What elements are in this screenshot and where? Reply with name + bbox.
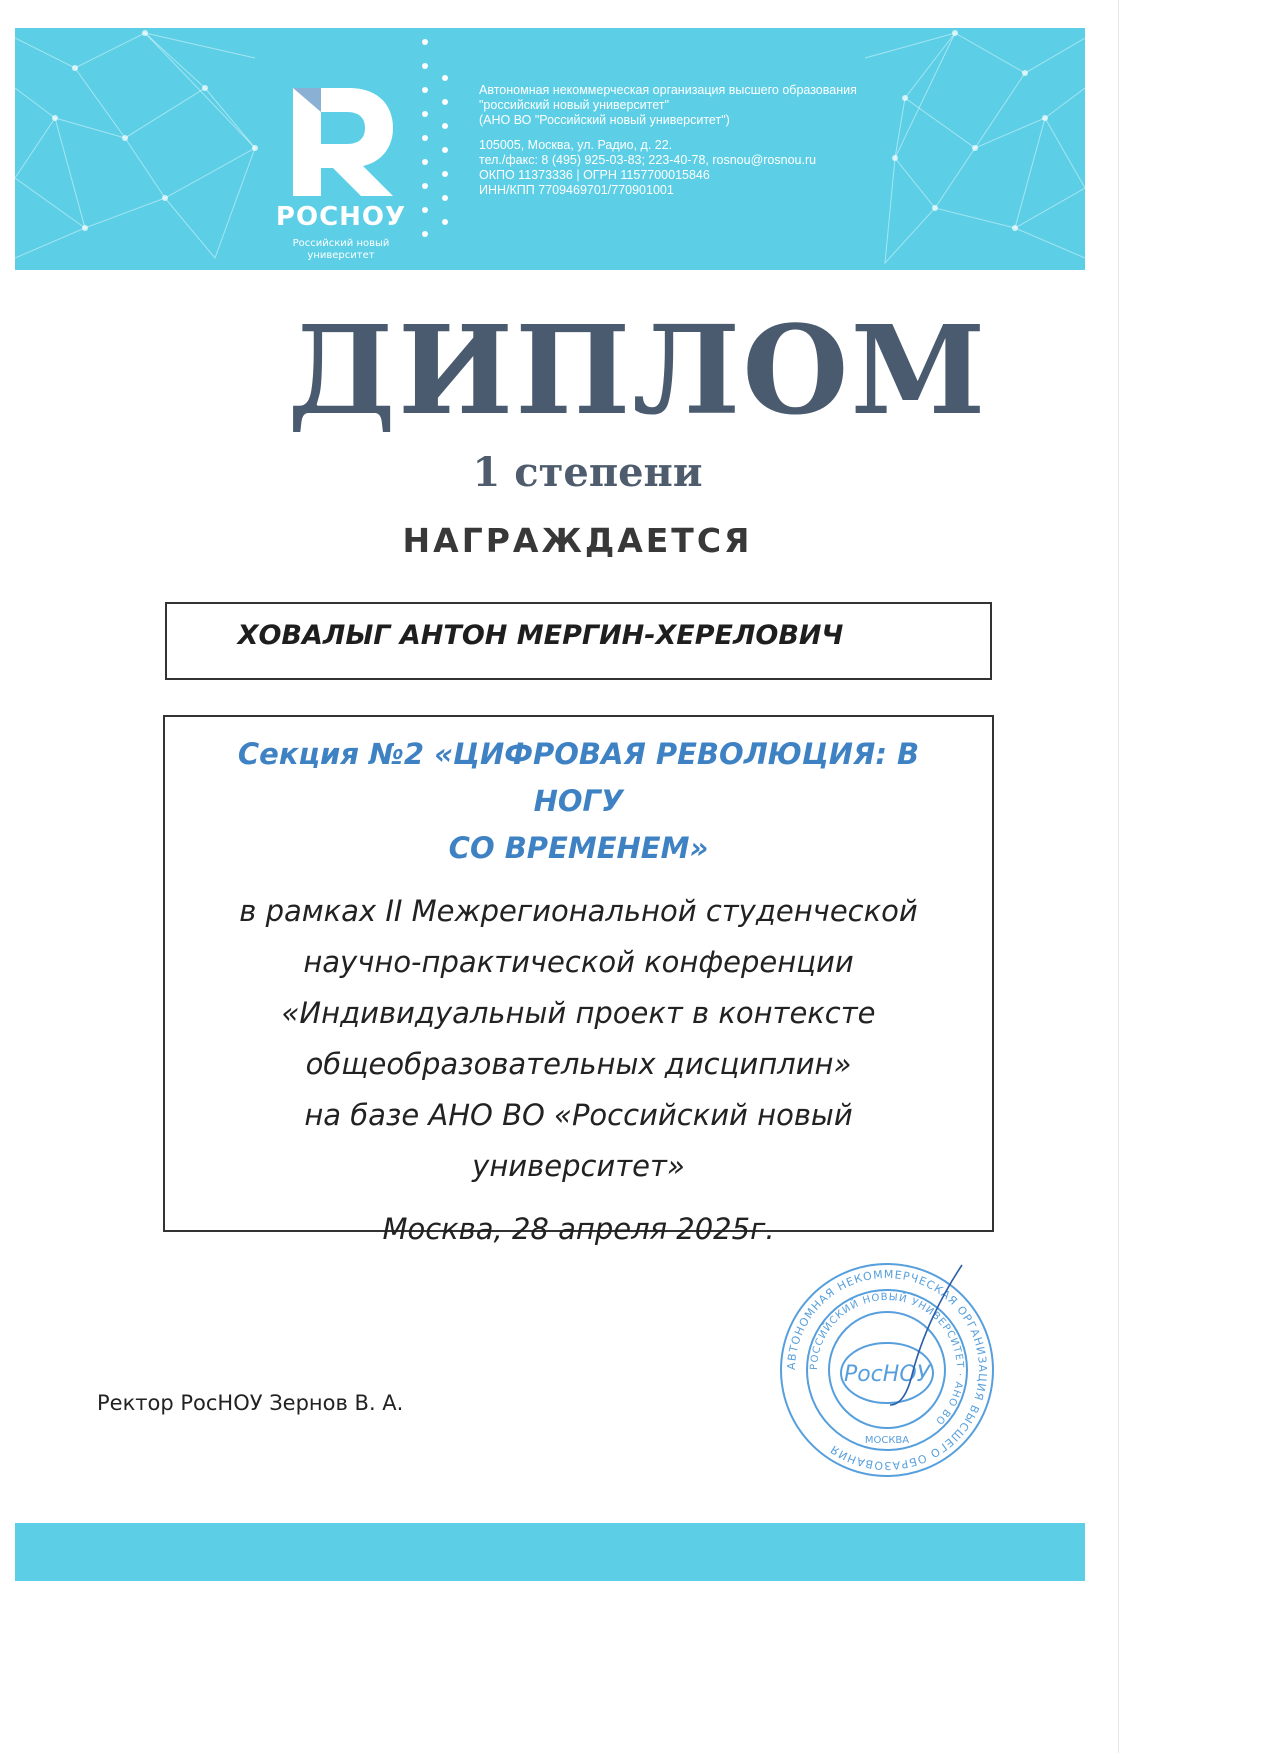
org-name-line: (АНО ВО "Российский новый университет") (479, 113, 730, 127)
description-line: общеобразовательных дисциплин» (305, 1047, 852, 1081)
logo-name: РОСНОУ (275, 202, 407, 232)
recipient-name: ХОВАЛЫГ АНТОН МЕРГИН-ХЕРЕЛОВИЧ (237, 620, 844, 651)
organization-info (479, 83, 1039, 198)
section-title (195, 731, 962, 872)
seal-city-text: МОСКВА (864, 1435, 910, 1446)
seal-center-text: РосНОУ (843, 1362, 931, 1387)
section-title-line: СО ВРЕМЕНЕМ» (448, 831, 709, 865)
diploma-degree: 1 степени (472, 449, 703, 496)
seal-inner-text: РОССИЙСКИЙ НОВЫЙ УНИВЕРСИТЕТ · АНО ВО (808, 1291, 966, 1427)
description-line: университет» (472, 1149, 685, 1183)
org-inn: ИНН/КПП 7709469701/770901001 (479, 183, 674, 197)
header-banner (15, 28, 1085, 270)
scan-edge-line (1118, 0, 1119, 1753)
diploma-title: ДИПЛОМ (287, 298, 988, 442)
description-line: на базе АНО ВО «Российский новый (304, 1098, 853, 1132)
description-line: в рамках II Межрегиональной студенческой (239, 894, 918, 928)
place-and-date: Москва, 28 апреля 2025г. (382, 1212, 775, 1246)
rector-signature-line: Ректор РосНОУ Зернов В. А. (97, 1391, 404, 1415)
org-phone: тел./факс: 8 (495) 925-03-83; 223-40-78, rosnou@rosnou.ru (479, 153, 817, 167)
org-name-line: Автономная некоммерческая организация высшего образования (479, 83, 857, 97)
rosnou-r-icon (281, 80, 401, 200)
description-line: «Индивидуальный проект в контексте (281, 996, 876, 1030)
recipient-box (165, 602, 992, 680)
seal-outer-text: АВТОНОМНАЯ НЕКОММЕРЧЕСКАЯ ОРГАНИЗАЦИЯ ВЫСШЕГО ОБРАЗОВАНИЯ (784, 1267, 990, 1473)
awarded-heading: НАГРАЖДАЕТСЯ (402, 521, 753, 560)
section-title-line: Секция №2 «ЦИФРОВАЯ РЕВОЛЮЦИЯ: В НОГУ (237, 737, 920, 818)
dot-column-decoration (417, 34, 457, 259)
official-seal-stamp (772, 1255, 1002, 1485)
details-box (163, 715, 994, 1246)
logo-subtitle (261, 238, 421, 262)
footer-bar (15, 1523, 1085, 1581)
conference-description (165, 886, 992, 1192)
org-okpo: ОКПО 11373336 | ОГРН 1157700015846 (479, 168, 710, 182)
logo-sub-line: Российский новый (292, 238, 390, 249)
description-line: научно-практической конференции (303, 945, 854, 979)
logo-sub-line: университет (307, 250, 375, 261)
org-name-line: "российский новый университет" (479, 98, 669, 112)
rosnou-logo (261, 80, 421, 270)
org-address: 105005, Москва, ул. Радио, д. 22. (479, 138, 673, 152)
